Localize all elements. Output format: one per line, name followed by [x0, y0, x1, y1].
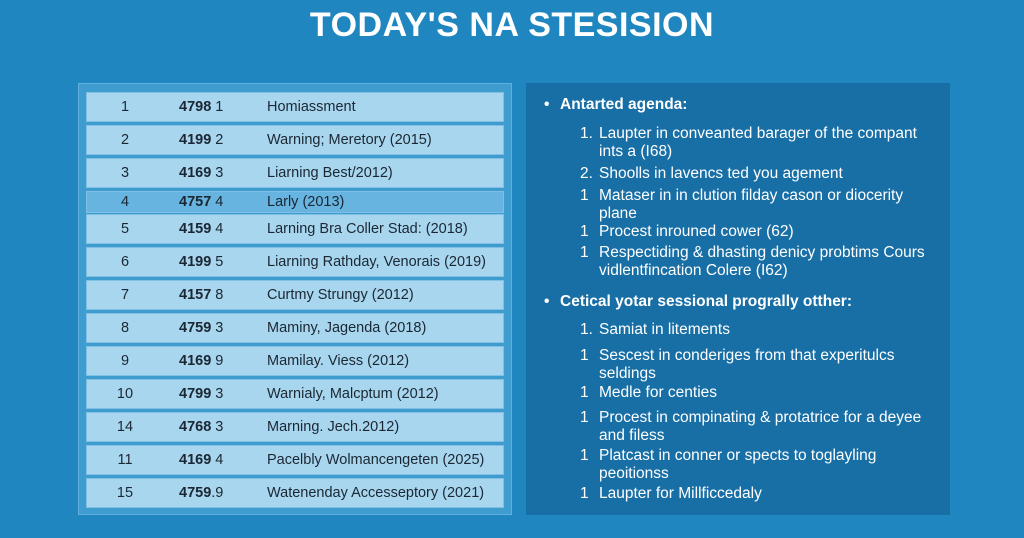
session-code: 4159 4	[179, 221, 224, 237]
table-row[interactable]	[86, 280, 504, 310]
row-number: 10	[116, 386, 134, 402]
session-code: 4759 3	[179, 320, 224, 336]
list-item: 1. Laupter in conveanted barager of the compant ints a (I68)	[580, 125, 917, 160]
row-number: 6	[120, 254, 130, 270]
agenda-heading: • Cetical yotar sessional progrally otther:	[544, 293, 853, 310]
table-row[interactable]	[86, 412, 504, 442]
session-title: Marning. Jech.2012)	[267, 419, 400, 435]
list-item: 1 Laupter for Millficcedaly	[580, 485, 762, 502]
agenda-panel	[526, 83, 950, 515]
table-row[interactable]	[86, 445, 504, 475]
row-number: 14	[116, 419, 134, 435]
bullet-icon: •	[544, 293, 550, 310]
session-title: Mamilay. Viess (2012)	[267, 353, 410, 369]
session-code: 4799 3	[179, 386, 224, 402]
table-row[interactable]	[86, 478, 504, 508]
list-item: 1 Procest inrouned cower (62)	[580, 223, 794, 240]
list-item: 1 Mataser in in clution filday cason or diocerity plane	[580, 187, 904, 222]
table-row[interactable]	[86, 92, 504, 122]
row-number: 2	[120, 132, 130, 148]
agenda-heading: • Antarted agenda:	[544, 96, 688, 113]
table-row[interactable]	[86, 158, 504, 188]
session-title: Watenenday Accesseptory (2021)	[267, 485, 485, 501]
table-row[interactable]	[86, 379, 504, 409]
session-title: Larning Bra Coller Stad: (2018)	[267, 221, 468, 237]
list-item: 1 Platcast in conner or spects to toglayling peoitionss	[580, 447, 877, 482]
session-table	[78, 83, 512, 515]
table-row[interactable]	[86, 247, 504, 277]
list-item: 2. Shoolls in lavencs ted you agement	[580, 165, 843, 182]
row-number: 15	[116, 485, 134, 501]
session-code: 4768 3	[179, 419, 224, 435]
page-title: TODAY'S NA STESISION	[309, 6, 715, 44]
session-code: 4169 4	[179, 452, 224, 468]
table-row[interactable]	[86, 346, 504, 376]
session-title: Homiassment	[267, 99, 356, 115]
session-title: Warnialy, Malcptum (2012)	[267, 386, 439, 402]
session-title: Maminy, Jagenda (2018)	[267, 320, 427, 336]
list-item: 1. Samiat in litements	[580, 321, 730, 338]
row-number: 5	[120, 221, 130, 237]
list-item: 1 Sescest in conderiges from that experitulcs seldings	[580, 347, 895, 382]
session-title: Larly (2013)	[267, 194, 345, 210]
session-title: Liarning Rathday, Venorais (2019)	[267, 254, 486, 270]
session-code: 4157 8	[179, 287, 224, 303]
session-title: Warning; Meretory (2015)	[267, 132, 432, 148]
row-number: 7	[120, 287, 130, 303]
row-number: 9	[120, 353, 130, 369]
session-code: 4757 4	[179, 194, 224, 210]
session-code: 4759.9	[179, 485, 224, 501]
session-code: 4169 3	[179, 165, 224, 181]
session-code: 4169 9	[179, 353, 224, 369]
row-number: 8	[120, 320, 130, 336]
row-number: 11	[117, 452, 133, 468]
session-code: 4199 5	[179, 254, 224, 270]
session-title: Pacelbly Wolmancengeten (2025)	[267, 452, 485, 468]
bullet-icon: •	[544, 96, 550, 113]
table-row-selected[interactable]	[86, 191, 504, 213]
session-title: Liarning Best/2012)	[267, 165, 393, 181]
session-code: 4199 2	[179, 132, 224, 148]
list-item: 1 Medle for centies	[580, 384, 718, 401]
session-code: 4798 1	[179, 99, 224, 115]
table-row[interactable]	[86, 125, 504, 155]
row-number: 1	[120, 99, 130, 115]
session-title: Curtmy Strungy (2012)	[267, 287, 414, 303]
list-item: 1 Respectiding & dhasting denicy probtims Cours vidlentfincation Colere (I62)	[580, 244, 925, 279]
row-number: 3	[120, 165, 130, 181]
row-number: 4	[120, 194, 130, 210]
list-item: 1 Procest in compinating & protatrice for a deyee and filess	[580, 409, 922, 444]
table-row[interactable]	[86, 214, 504, 244]
table-row[interactable]	[86, 313, 504, 343]
